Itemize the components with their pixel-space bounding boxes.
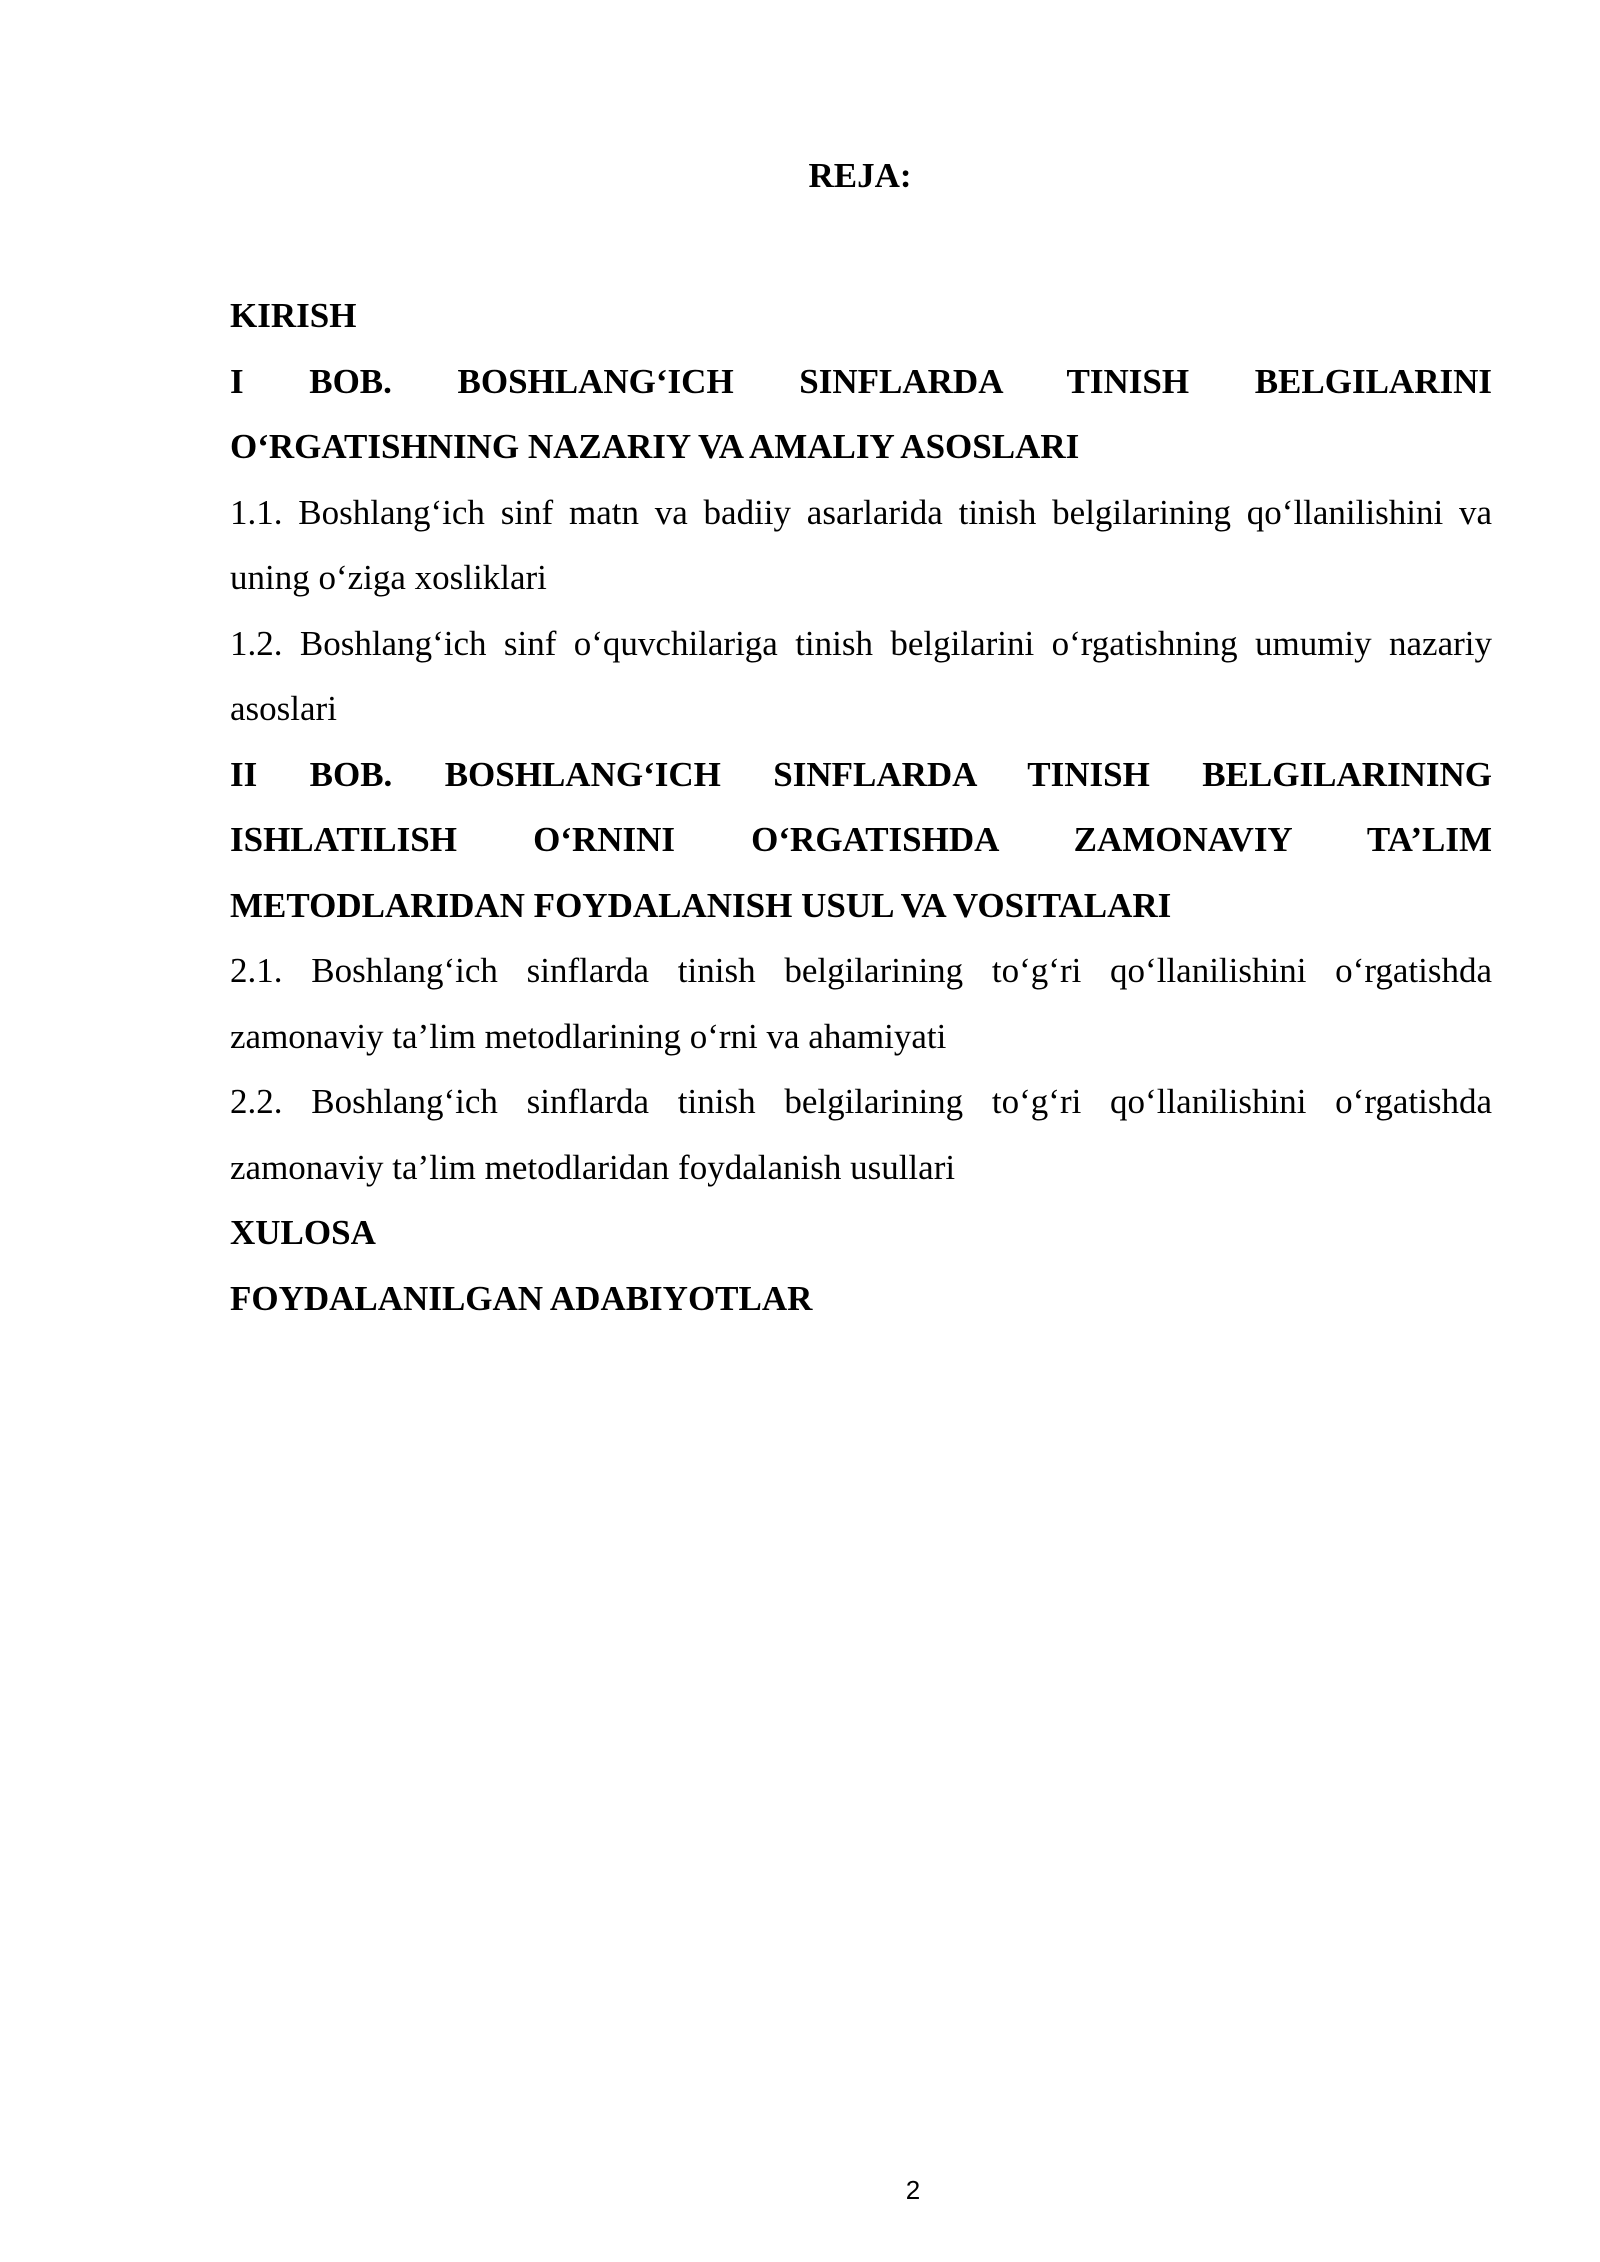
page-title: REJA: bbox=[808, 156, 912, 195]
toc-item-chapter-1: I BOB. BOSHLANG‘ICH SINFLARDA TINISH BELGILARINI O‘RGATISHNING NAZARIY VA AMALIY ASOSLARI bbox=[230, 361, 1492, 466]
toc-item-section-2-1: 2.1. Boshlang‘ich sinflarda tinish belgilarining to‘g‘ri qo‘llanilishini o‘rgatishda zamonaviy ta’lim metodlarining o‘rni va ahamiyati bbox=[230, 951, 1492, 1056]
toc-item-section-1-1: 1.1. Boshlang‘ich sinf matn va badiiy asarlarida tinish belgilarining qo‘llanilishini va uning o‘ziga xosliklari bbox=[230, 492, 1492, 597]
toc-item-references: FOYDALANILGAN ADABIYOTLAR bbox=[230, 1278, 813, 1318]
toc-item-introduction: KIRISH bbox=[230, 296, 357, 335]
toc-item-section-2-2: 2.2. Boshlang‘ich sinflarda tinish belgilarining to‘g‘ri qo‘llanilishini o‘rgatishda zamonaviy ta’lim metodlaridan foydalanish usullari bbox=[230, 1082, 1492, 1187]
toc-item-section-1-2: 1.2. Boshlang‘ich sinf o‘quvchilariga tinish belgilarini o‘rgatishning umumiy nazariy asoslari bbox=[230, 623, 1492, 728]
page-number: 2 bbox=[905, 2175, 921, 2205]
toc-item-chapter-2: II BOB. BOSHLANG‘ICH SINFLARDA TINISH BELGILARINING ISHLATILISH O‘RNINI O‘RGATISHDA ZAMONAVIY TA’LIM METODLARIDAN FOYDALANISH USUL VA VOSITALARI bbox=[230, 754, 1492, 925]
table-of-contents bbox=[230, 283, 1492, 1331]
toc-item-conclusion: XULOSA bbox=[230, 1213, 376, 1252]
